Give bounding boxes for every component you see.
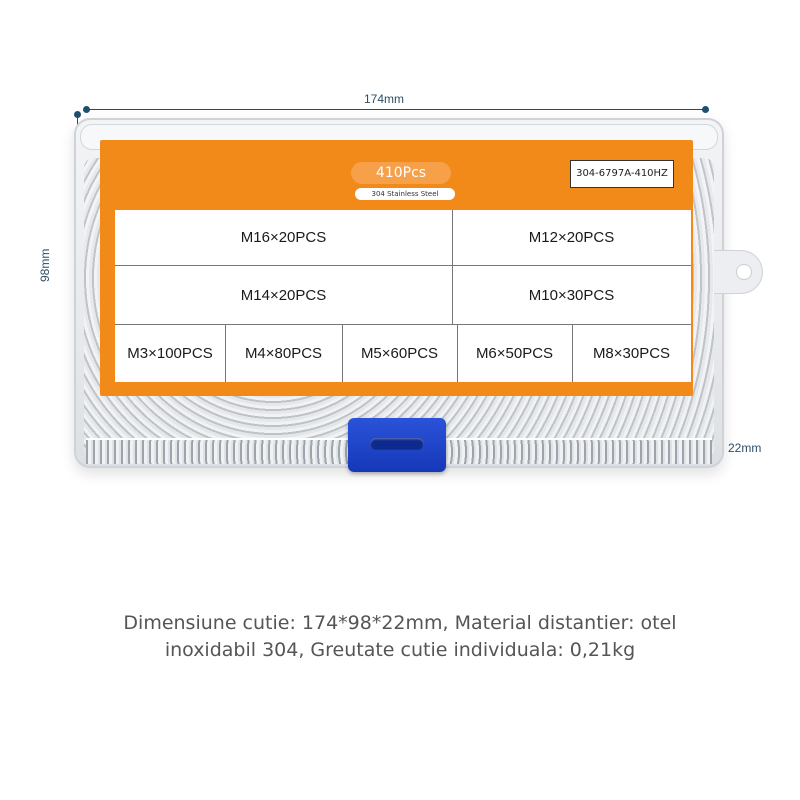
table-cell-m8: M8×30PCS: [592, 344, 671, 362]
blue-clasp: [348, 418, 446, 472]
table-divider: [225, 324, 226, 382]
height-dimension-label: 98mm: [38, 248, 52, 282]
contents-table: [115, 210, 691, 382]
depth-dimension-label: 22mm: [728, 441, 762, 455]
table-cell-m14: M14×20PCS: [240, 286, 327, 304]
table-cell-m12: M12×20PCS: [528, 229, 615, 246]
table-cell-m3: M3×100PCS: [127, 344, 213, 362]
width-dimension-label: 174mm: [364, 92, 405, 106]
product-description: [40, 610, 760, 664]
table-cell-m5: M5×60PCS: [360, 344, 439, 362]
table-divider: [115, 265, 691, 266]
table-cell-m16: M16×20PCS: [240, 229, 327, 246]
material-badge: 304 Stainless Steel: [355, 188, 455, 200]
table-cell-m6: M6×50PCS: [475, 344, 554, 362]
table-divider: [115, 324, 691, 325]
table-cell-m10: M10×30PCS: [528, 286, 615, 304]
description-line-1: Dimensiune cutie: 174*98*22mm, Material distantier: otel: [123, 612, 677, 634]
height-dimension-start-dot: [74, 111, 81, 118]
width-dimension-start-dot: [83, 106, 90, 113]
table-divider: [452, 210, 453, 324]
total-pieces-badge: 410Pcs: [351, 162, 451, 184]
description-line-2: inoxidabil 304, Greutate cutie individuala: 0,21kg: [164, 639, 636, 661]
table-cell-m4: M4×80PCS: [244, 344, 323, 362]
hanging-hole: [736, 264, 752, 280]
width-dimension-end-dot: [702, 106, 709, 113]
product-code-box: 304-6797A-410HZ: [570, 160, 674, 188]
clasp-slot: [370, 438, 424, 450]
table-divider: [572, 324, 573, 382]
product-label-card: [100, 140, 693, 396]
table-divider: [457, 324, 458, 382]
table-divider: [342, 324, 343, 382]
width-dimension-line: [86, 109, 704, 110]
